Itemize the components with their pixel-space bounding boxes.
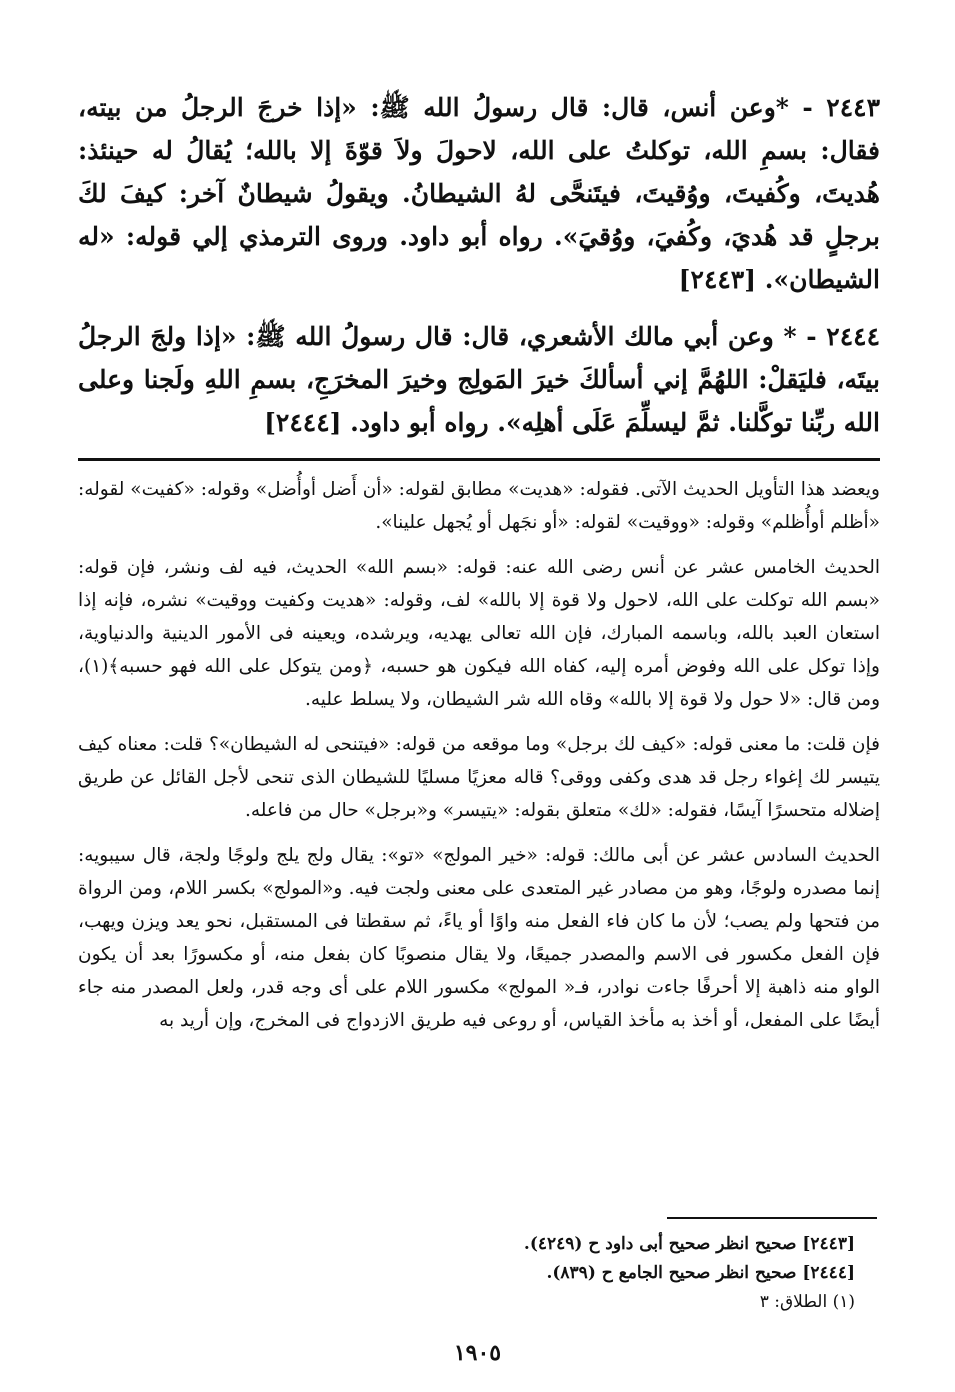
footnote-divider	[667, 1217, 877, 1219]
commentary-paragraph: فإن قلت: ما معنى قوله: «كيف لك برجل» وما موقعه من قوله: «فيتنحى له الشيطان»؟ قلت: معناه كيف يتيسر لك إغواء رجل قد هدى وكفى ووقى؟ قاله معزيًا مسليًا للشيطان الذى تنحى لأجل القائل عن طريق إضلاله متحسرًا آيسًا، فقوله: «لك» متعلق بقوله: «يتيسر» و«برجل» حال من فاعله.	[78, 734, 880, 821]
footnote: [٢٤٤٣] صحيح انظر صحيح أبى داود ح (٤٢٤٩).	[523, 1234, 855, 1254]
commentary-paragraph: الحديث السادس عشر عن أبى مالك: قوله: «خير المولج» «تو»: يقال ولج يلج ولوجًا ولجة، قال سيبويه: إنما مصدره ولوجًا، وهو من مصادر غير المتعدى على معنى ولجت فيه. و«المولج» بكسر اللام، ومن الرواة من فتحها ولم يصب؛ لأن ما كان فاء الفعل منه واوًا أو ياءً، ثم سقطتا فى المستقبل، نحو يعد ويزن ويهب، فإن الفعل مكسور فى الاسم والمصدر جميعًا، ولا يقال منصوبًا كان بفعل منه، أو مكسورًا بعد أن يكون الواو منه ذاهبة إلا أحرفًا جاءت نوادر، فـ« المولج» مكسور اللام على أى وجه قدر، ولعل المصدر منه جاء أيضًا على المفعل، أو أخذ به مأخذ القياس، أو روعى فيه طريق الازدواج فى المخرج، وإن أريد به	[78, 845, 880, 1031]
hadith-2444: ٢٤٤٤ - * وعن أبي مالك الأشعري، قال: قال رسولُ الله ﷺ: «إذا ولجَ الرجلُ بيتَه، فليَقلْ: اللهُمَّ إني أسألكَ خيرَ المَولِج وخيرَ المخرَجِ، بسمِ اللهِ ولَجنا وعلى الله ربِّنا توكَّلنا. ثمَّ ليسلِّمَ عَلَى أهلِه». رواه أبو داود. [٢٤٤٤]	[78, 322, 880, 437]
commentary-paragraph: الحديث الخامس عشر عن أنس رضى الله عنه: قوله: «بسم الله» الحديث، فيه لف ونشر، فإن قوله: «بسم الله توكلت على الله، لاحول ولا قوة إلا بالله» لف، وقوله: «هديت وكفيت ووقيت» نشره، فإنه إذا استعان العبد بالله، وباسمه المبارك، فإن الله تعالى يهديه، ويرشده، ويعينه فى الأمور الدينية والدنياوية، وإذا توكل على الله وفوض أمره إليه، كفاه الله فيكون هو حسبه، ﴿ومن يتوكل على الله فهو حسبه﴾(١)، ومن قال: «لا حول ولا قوة إلا بالله» وقاه الله شر الشيطان، ولا يسلط عليه.	[78, 557, 880, 710]
page-number: ١٩٠٥	[453, 1340, 502, 1366]
page-body	[78, 86, 880, 1049]
section-divider	[78, 458, 880, 461]
footnote: [٢٤٤٤] صحيح انظر صحيح الجامع ح (٨٣٩).	[546, 1263, 855, 1283]
footnote: (١) الطلاق: ٣	[759, 1292, 855, 1312]
commentary-paragraph: ويعضد هذا التأويل الحديث الآتى. فقوله: «هديت» مطابق لقوله: «أن أَضل أوأُضل» وقوله: «كفيت» لقوله: «أظلم أوأُظلم» وقوله: «ووقيت» لقوله: «أو نجَهل أو يُجهل علينا».	[78, 479, 880, 533]
hadith-2443: ٢٤٤٣ - *وعن أنس، قال: قال رسولُ الله ﷺ: «إذا خرجَ الرجلُ من بيته، فقال: بسمِ الله، توكلتُ على الله، لاحولَ ولاَ قوّةَ إلا بالله؛ يُقالُ له حينئذ: هُديتَ، وكُفيتَ، ووُقيتَ، فيتَنحَّى لهُ الشيطانُ. ويقولُ شيطانٌ آخر: كيفَ لكَ برجلٍ قد هُديَ، وكُفيَ، ووُقيَ». رواه أبو داود. وروى الترمذي إلي قوله: «له الشيطان». [٢٤٤٣]	[78, 93, 880, 294]
footnotes	[524, 1230, 855, 1317]
